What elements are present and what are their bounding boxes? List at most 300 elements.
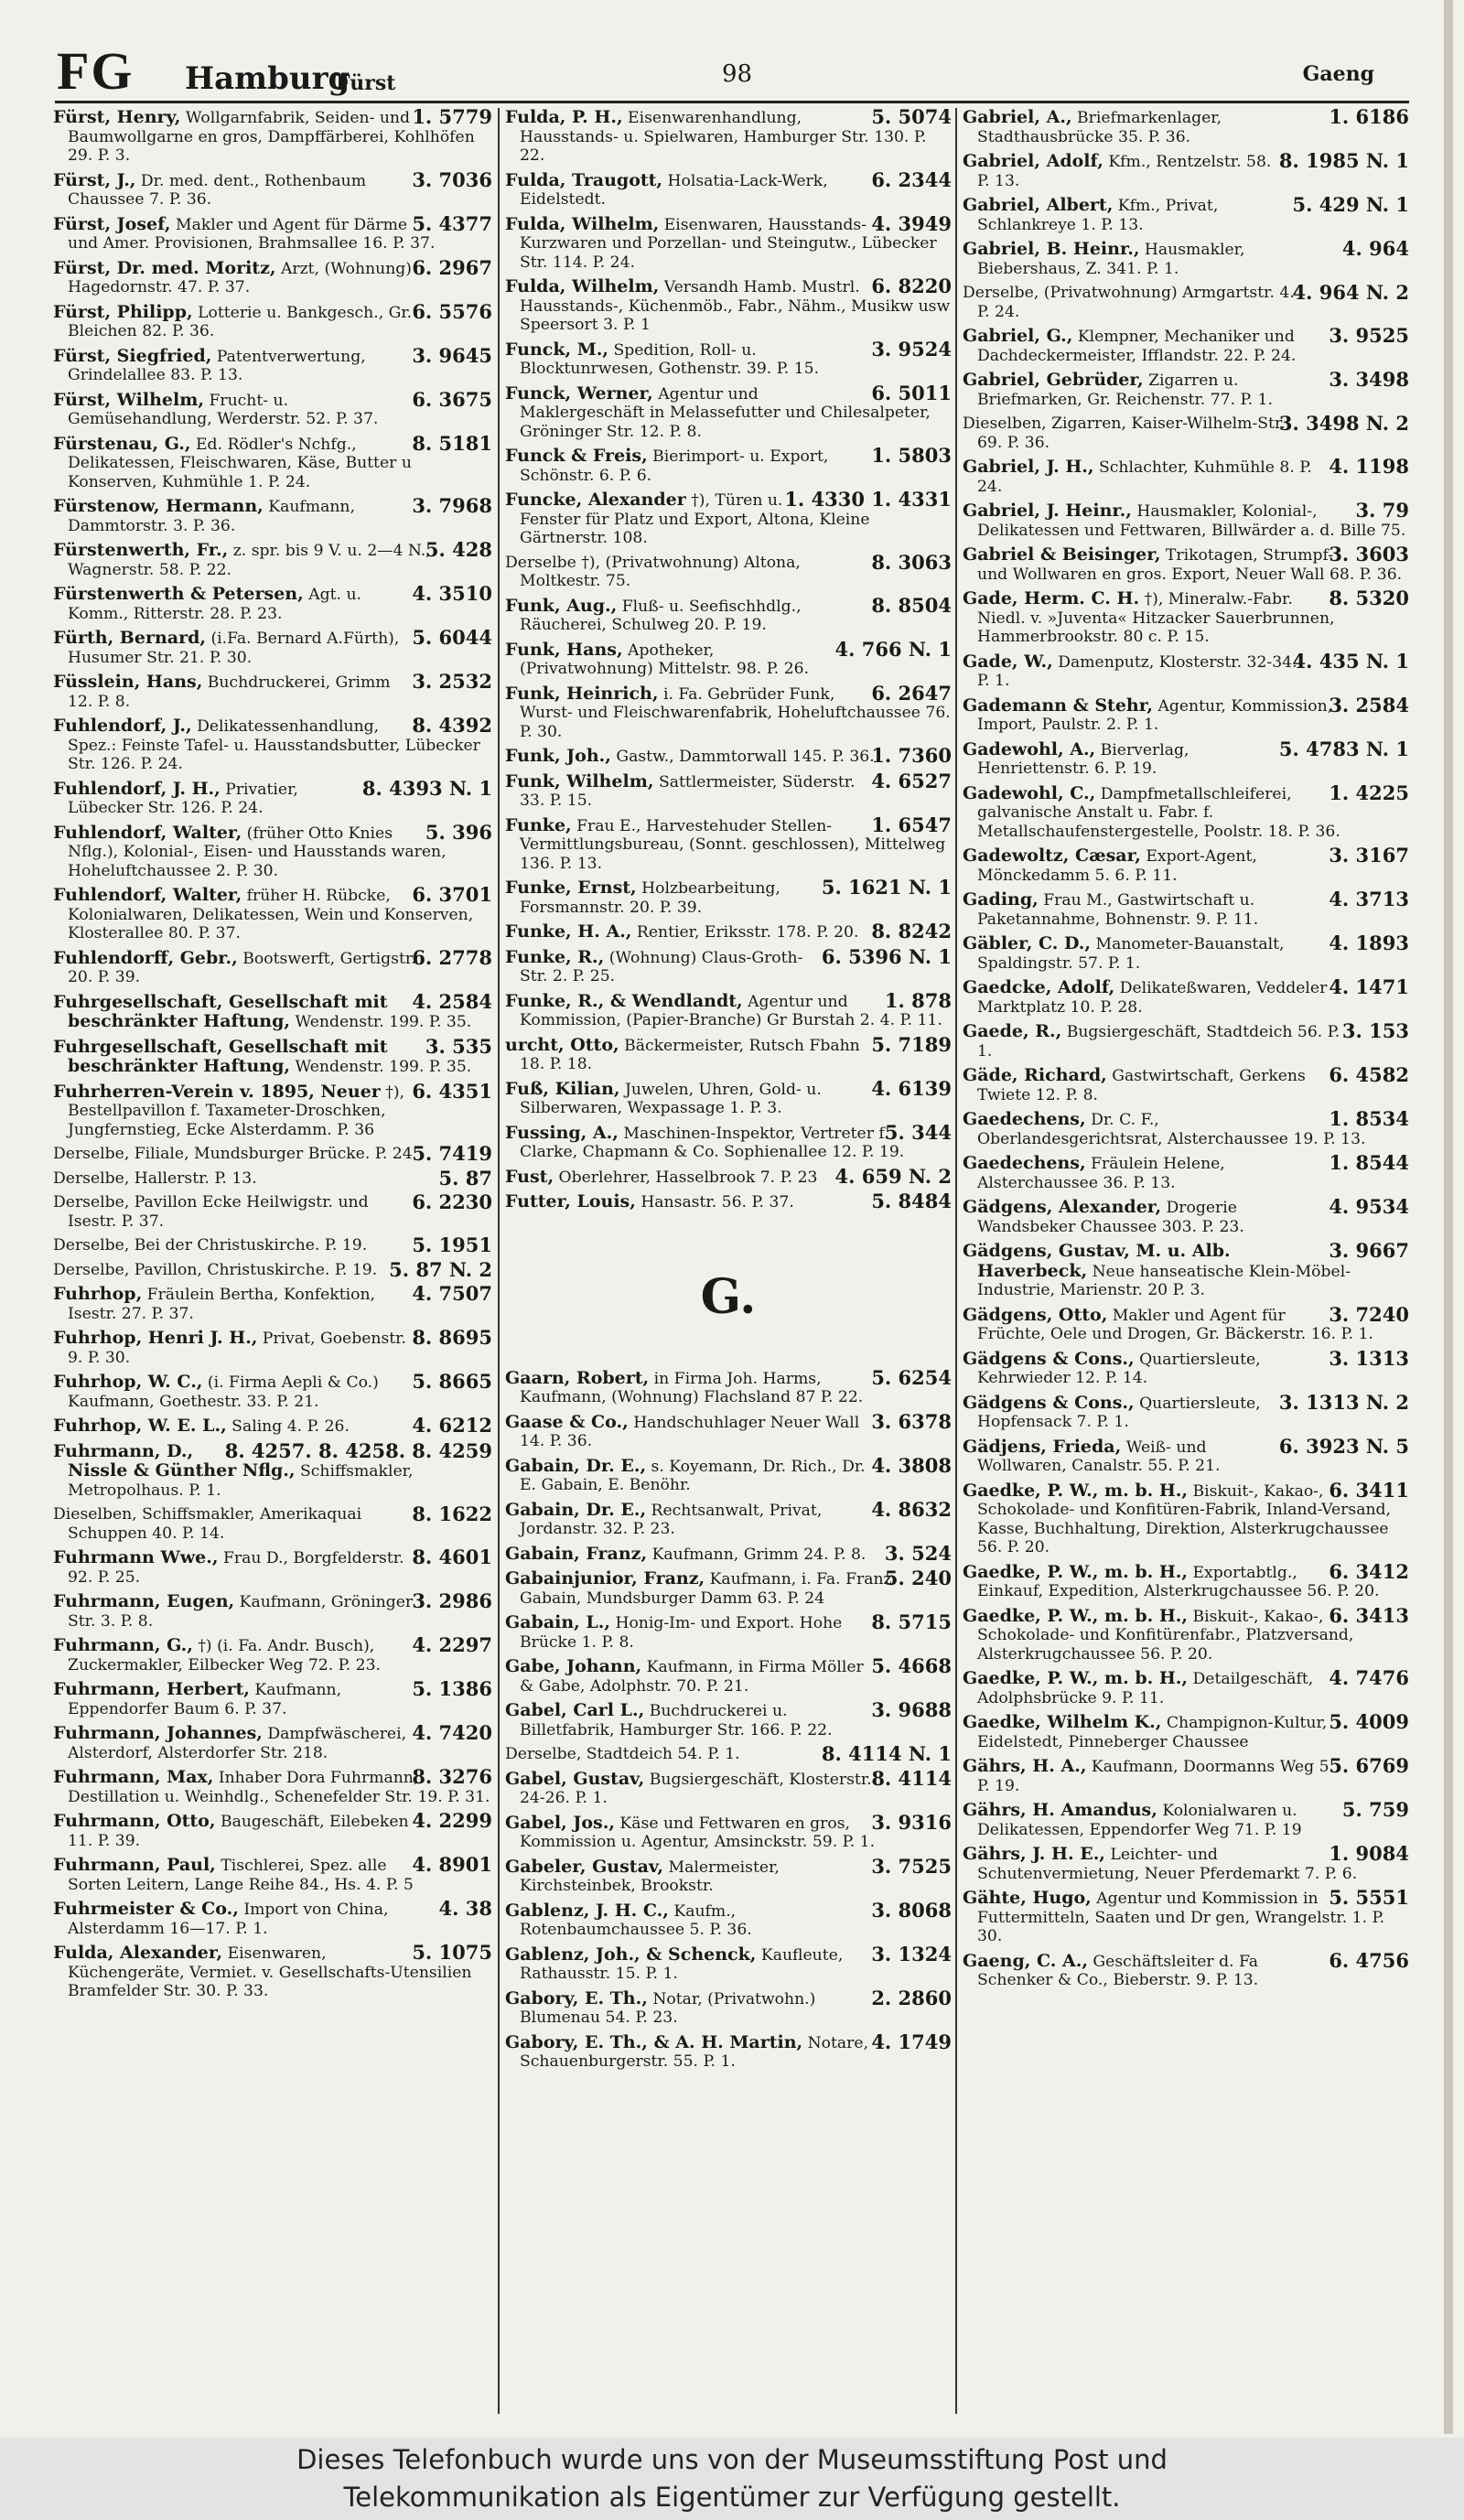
listing-entry [505,992,952,1030]
listing-entry [53,171,492,210]
listing-details: Quartiersleute, Kehrwieder 12. P. 14. [977,1350,1261,1387]
phone-number: 8. 3063 [871,553,952,574]
phone-number: 8. 1622 [412,1505,492,1525]
footer-notice [0,2438,1464,2520]
listing-name: Füsslein, Hans, [53,673,203,692]
listing-entry [963,545,1409,584]
listing-name: Gährs, J. H. E., [963,1845,1105,1864]
phone-number: 5. 429 N. 1 [1292,196,1409,216]
listing-entry [53,435,492,492]
listing-entry [505,1080,952,1118]
listing-details: Neue hanseatische Klein-Möbel-Industrie, Marienstr. 20 P. 3. [977,1262,1351,1299]
phone-number: 6. 2230 [412,1193,492,1213]
listing-entry [505,1457,952,1495]
phone-number: 4. 1749 [871,2032,952,2053]
phone-number: 4. 9534 [1329,1198,1409,1218]
phone-number: 1. 5779 [412,108,492,128]
phone-number: 1. 6186 [1329,108,1409,128]
phone-number: 8. 5181 [412,434,492,455]
listing-entry [53,541,492,579]
directory-page [46,35,1418,2414]
page-edge [1444,0,1453,2434]
phone-number: 6. 2344 [871,170,952,191]
listing-details: i. Fa. Gebrüder Funk, Wurst- und Fleischwarenfabrik, Hoheluftchaussee 76. P. 30. [520,684,951,741]
listing-entry [963,1801,1409,1839]
listing-details: Derselbe, (Privatwohnung) Armgartstr. 4. P. 24. [963,284,1295,321]
listing-name: Fürth, Bernard, [53,629,206,648]
listing-entry [963,1713,1409,1751]
phone-number: 6. 3411 [1329,1481,1409,1502]
listing-details: Bootswerft, Gertigstr. 20. P. 39. [68,949,416,986]
column-3 [963,108,1409,1996]
listing-entry [505,1989,952,2028]
listing-name: Gaedke, Wilhelm K., [963,1713,1162,1732]
listing-entry [53,1944,492,2001]
listing-name: Fürstenwerth, Fr., [53,541,229,560]
phone-number: 6. 2778 [412,948,492,969]
listing-details: Frau D., Borgfelderstr. 92. P. 25. [68,1549,404,1587]
listing-details: Patentverwertung, Grindelallee 83. P. 13. [68,347,366,384]
phone-number: 4. 964 N. 2 [1292,284,1409,304]
phone-number: 5. 6044 [412,629,492,649]
listing-details: Delikateßwaren, Veddeler Marktplatz 10. P. 28. [977,979,1328,1017]
phone-number: 1. 4330 1. 4331 [784,490,952,511]
listing-details: Drogerie Wandsbeker Chaussee 303. P. 23. [977,1199,1244,1236]
listing-name: Fuhrmann, Johannes, [53,1724,263,1743]
phone-number: 5. 7189 [871,1035,952,1056]
listing-details: Agentur und Kommission, (Papier-Branche) Gr Burstah 2. 4. P. 11. [520,992,942,1029]
listing-details: Bugsiergeschäft, Stadtdeich 56. P. 1. [977,1023,1340,1061]
listing-entry [53,1592,492,1631]
listing-entry [963,152,1409,190]
listing-details: Buchdruckerei, Grimm 12. P. 8. [68,673,391,711]
listing-name: Gabriel, Adolf, [963,152,1103,171]
listing-entry [53,1145,492,1164]
listing-entry [505,1613,952,1652]
listing-name: Fuß, Kilian, [505,1079,620,1099]
listing-entry [963,1350,1409,1388]
listing-name: Fürst, Josef, [53,214,171,234]
listing-name: Gade, Herm. C. H. [963,589,1140,608]
listing-entry [963,1394,1409,1432]
phone-number: 8. 5320 [1329,589,1409,609]
phone-number: 8. 3276 [412,1768,492,1788]
listing-details: †), Bestellpavillon f. Taxameter-Droschken, Jungfernstieg, Ecke Alsterdamm. P. 36 [68,1082,405,1139]
listing-name: Fussing, A., [505,1123,619,1143]
phone-number: 4. 8901 [412,1856,492,1876]
listing-details: Wollgarnfabrik, Seiden- und Baumwollgarne en gros, Dampffärberei, Kohlhöfen 29. P. 3. [68,109,475,165]
listing-entry [505,277,952,335]
listing-details: Biskuit-, Kakao-, Schokolade- und Konfitürenfabr., Platzversand, Alsterkrugchaussee 56. P. 20. [977,1607,1354,1664]
listing-entry [53,1856,492,1894]
listing-name: Gabainjunior, Franz, [505,1569,705,1588]
listing-name: Gadewohl, A., [963,739,1096,759]
listing-entry [963,1198,1409,1236]
column-divider [955,108,957,2414]
phone-number: 5. 5074 [871,108,952,128]
listing-name: Fuhrherren-Verein v. 1895, Neuer [53,1082,381,1102]
phone-number: 5. 1075 [412,1944,492,1964]
listing-entry [53,1329,492,1367]
phone-number: 4. 435 N. 1 [1292,652,1409,673]
phone-number: 5. 240 [884,1569,952,1589]
listing-entry [53,1038,492,1077]
phone-number: 5. 4783 N. 1 [1278,739,1409,760]
listing-entry [963,371,1409,409]
listing-name: Gabriel & Beisinger, [963,545,1161,565]
last-entry-word: Gaeng [1302,62,1374,86]
phone-number: 5. 4668 [871,1657,952,1677]
listing-details: Weiß- und Wollwaren, Canalstr. 55. P. 21. [977,1438,1221,1475]
listing-name: Gaedke, P. W., m. b. H., [963,1562,1189,1582]
listing-entry [963,108,1409,146]
phone-number: 5. 6769 [1329,1757,1409,1777]
listing-entry [963,240,1409,278]
phone-number: 4. 6212 [412,1416,492,1437]
listing-entry [505,1701,952,1739]
phone-number: 4. 3808 [871,1456,952,1477]
phone-number: 3. 3498 N. 2 [1278,415,1409,435]
listing-name: Gabriel, B. Heinr., [963,240,1140,259]
listing-entry [53,1724,492,1762]
listing-details: Honig-Im- und Export. Hohe Brücke 1. P. 8. [520,1614,843,1652]
phone-number: 4. 3949 [871,214,952,235]
phone-number: 5. 1951 [412,1236,492,1255]
listing-details: Bierverlag, Henriettenstr. 6. P. 19. [977,740,1190,778]
listing-entry [963,1154,1409,1192]
listing-name: Funk, Hans, [505,640,623,660]
listing-details: Lotterie u. Bankgesch., Gr. Bleichen 82. P. 36. [68,303,413,340]
listing-name: Gaedke, P. W., m. b. H., [963,1606,1189,1626]
listing-name: Gädgens, Alexander, [963,1198,1162,1217]
listing-entry [505,1369,952,1407]
listing-name: Funke, R., [505,947,605,967]
listing-name: Fulda, Wilhelm, [505,214,660,234]
listing-details: Apotheker, (Privatwohnung) Mittelstr. 98. P. 26. [520,641,810,678]
listing-entry [963,1845,1409,1883]
listing-details: Zigarren u. Briefmarken, Gr. Reichenstr. 77. P. 1. [977,372,1273,409]
listing-details: Delikatessenhandlung, Spez.: Feinste Tafel- u. Hausstandsbutter, Lübecker Str. 126. P. 24. [68,717,480,773]
phone-number: 3. 9525 [1329,327,1409,347]
phone-number: 3. 2584 [1329,695,1409,716]
phone-number: 5. 87 [438,1168,492,1188]
listing-entry [53,1082,492,1140]
listing-name: Fuhlendorff, Gebr., [53,948,238,968]
listing-entry [963,978,1409,1017]
listing-entry [505,1745,952,1764]
phone-number: 4. 1198 [1329,458,1409,478]
phone-number: 3. 9524 [871,339,952,361]
listing-name: Fulda, Alexander, [53,1944,223,1963]
phone-number: 4. 1893 [1329,934,1409,954]
phone-number: 4. 38 [438,1900,492,1920]
listing-details: (i. Firma Aepli & Co.) Kaufmann, Goethestr. 33. P. 21. [68,1373,379,1411]
listing-details: Kaufm., Rotenbaumchaussee 5. P. 36. [520,1901,752,1939]
listing-details: Sattlermeister, Süderstr. 33. P. 15. [520,772,856,810]
listing-details: Kfm., Rentzelstr. 58. P. 13. [977,153,1272,190]
listing-name: Gabriel, J. H., [963,458,1094,477]
phone-number: 3. 1324 [871,1944,952,1965]
listing-details: Dr. C. F., Oberlandesgerichtsrat, Alsterchaussee 19. P. 13. [977,1111,1366,1148]
listing-details: Gastw., Dammtorwall 145. P. 36. [616,748,875,766]
listing-entry [505,1945,952,1984]
phone-number: 3. 524 [884,1544,952,1564]
listing-entry [963,696,1409,735]
phone-number: 4. 2297 [412,1636,492,1656]
listing-name: Gäbler, C. D., [963,934,1092,953]
listing-name: Gädjens, Frieda, [963,1437,1122,1457]
listing-name: Gädgens, Otto, [963,1305,1108,1325]
listing-name: Fuhrmann Wwe., [53,1548,219,1567]
listing-details: Import von China, Alsterdamm 16—17. P. 1. [68,1901,389,1938]
phone-number: 5. 8484 [871,1192,952,1212]
listing-entry [53,259,492,297]
listing-name: Funke, H. A., [505,922,632,942]
listing-entry [505,1901,952,1940]
phone-number: 8. 4601 [412,1548,492,1568]
phone-number: 5. 87 N. 2 [389,1260,492,1279]
listing-entry [963,652,1409,691]
listing-name: Fürstenwerth & Petersen, [53,585,304,604]
listing-name: Gaedechens, [963,1154,1086,1173]
listing-name: Funck, Werner, [505,383,653,404]
listing-entry [53,1416,492,1437]
listing-entry [53,716,492,774]
listing-name: Gabriel, Gebrüder, [963,371,1144,390]
listing-entry [505,878,952,917]
phone-number: 4. 2299 [412,1812,492,1832]
phone-number: 3. 1313 [1329,1349,1409,1370]
phone-number: 4. 3713 [1329,890,1409,910]
listing-name: Gaeng, C. A., [963,1951,1088,1971]
listing-entry [53,1261,492,1280]
phone-number: 5. 7419 [412,1145,492,1164]
phone-number: 3. 6378 [871,1412,952,1433]
section-letter: G. [700,1268,757,1325]
listing-details: Rechtsanwalt, Privat, Jordanstr. 32. P. 23. [520,1501,823,1538]
page-number: 98 [722,60,753,88]
listing-details: Saling 4. P. 26. [231,1417,350,1436]
listing-name: Fuhlendorf, J., [53,716,192,736]
listing-details: Derselbe, Bei der Christuskirche. P. 19. [53,1236,368,1255]
listing-name: Fulda, Wilhelm, [505,277,660,296]
listing-name: Funcke, Alexander [505,490,686,510]
listing-details: Ed. Rödler's Nchfg., Delikatessen, Fleischwaren, Käse, Butter u Konserven, Kuhmühle 1. P. 24. [68,435,412,491]
listing-name: Funk, Heinrich, [505,684,659,704]
listing-details: Derselbe, Stadtdeich 54. P. 1. [505,1745,740,1763]
listing-name: Fuhrgesellschaft, Gesellschaft mit beschränkter Haftung, [53,1037,388,1076]
listing-name: Fulda, P. H., [505,108,623,127]
listing-entry [53,1768,492,1806]
page-header [57,40,1411,104]
phone-number: 3. 9667 [1329,1242,1409,1262]
listing-name: Gabe, Johann, [505,1657,642,1676]
listing-entry [53,1373,492,1411]
listing-entry [963,890,1409,929]
listing-name: Fürst, Henry, [53,108,181,127]
listing-name: Fuhrmeister & Co., [53,1900,239,1919]
phone-number: 3. 3603 [1329,545,1409,565]
listing-details: Damenputz, Klosterstr. 32-34. P. 1. [977,652,1297,690]
phone-number: 3. 79 [1355,501,1409,522]
listing-details: Hausmakler, Kolonial-, Delikatessen und Fettwaren, Billwärder a. d. Bille 75. [977,502,1406,540]
phone-number: 4. 8632 [871,1500,952,1521]
listing-name: Gablenz, Joh., & Schenck, [505,1944,757,1965]
listing-details: Baugeschäft, Eilebeken 11. P. 39. [68,1813,409,1850]
phone-number: 5. 5551 [1329,1889,1409,1909]
phone-number: 1. 9084 [1329,1845,1409,1865]
listing-name: Fuhrmann, Eugen, [53,1592,235,1611]
phone-number: 3. 9688 [871,1701,952,1721]
listing-details: Arzt, (Wohnung) Hagedornstr. 47. P. 37. [68,259,413,296]
listing-details: Geschäftsleiter d. Fa Schenker & Co., Bieberstr. 9. P. 13. [977,1952,1259,1989]
listing-name: Fürst, Philipp, [53,302,193,322]
phone-number: 1. 4225 [1329,783,1409,804]
listing-entry [505,1501,952,1539]
listing-details: Tischlerei, Spez. alle Sorten Leitern, Lange Reihe 84., Hs. 4. P. 5 [68,1857,414,1894]
listing-entry [505,447,952,485]
listing-name: Fuhrhop, W. E. L., [53,1416,227,1436]
phone-number: 6. 3675 [412,390,492,411]
listing-entry [505,384,952,442]
listing-name: Fürst, Siegfried, [53,346,212,366]
listing-details: Kfm., Privat, Schlankreye 1. P. 13. [977,197,1219,234]
listing-name: Gabel, Gustav, [505,1769,645,1789]
listing-entry [963,934,1409,973]
listing-entry [53,1505,492,1543]
phone-number: 6. 3923 N. 5 [1278,1437,1409,1458]
listing-name: Funke, R., & Wendlandt, [505,991,743,1011]
listing-entry [505,2033,952,2072]
listing-name: Gabriel, Albert, [963,196,1114,215]
listing-entry [505,1124,952,1162]
listing-details: Klempner, Mechaniker und Dachdeckermeister, Ifflandstr. 22. P. 24. [977,328,1297,365]
phone-number: 5. 6254 [871,1368,952,1389]
phone-number: 3. 153 [1341,1022,1409,1042]
phone-number: 3. 7968 [412,497,492,517]
listing-details: Frucht- u. Gemüsehandlung, Werderstr. 52. P. 37. [68,391,379,428]
listing-details: Rentier, Eriksstr. 178. P. 20. [636,923,859,942]
listing-name: Fuhrmann, Max, [53,1768,214,1787]
footer-line-2: Telekommunikation als Eigentümer zur Verfügung gestellt. [343,2482,1121,2513]
listing-name: Fuhlendorf, Walter, [53,823,242,843]
column-1 [53,108,492,2007]
listing-name: Fürstenau, G., [53,434,191,454]
listing-details: †), Mineralw.-Fabr. Niedl. v. »Juventa« Hitzacker Sauerbrunnen, Hammerbrookstr. 80 c. P. 15. [977,590,1335,646]
listing-entry [505,772,952,811]
first-entry-word: Fürst [336,71,396,95]
phone-number: 5. 1386 [412,1680,492,1700]
listing-name: Gademann & Stehr, [963,695,1153,716]
listing-name: Gabory, E. Th., & A. H. Martin, [505,2032,803,2052]
listing-entry [53,303,492,341]
phone-number: 1. 878 [884,991,952,1012]
listing-details: Maschinen-Inspektor, Vertreter f. Clarke, Chapmann & Co. Sophienallee 12. P. 19. [520,1124,905,1161]
listing-name: Gaede, R., [963,1022,1062,1041]
listing-details: (i.Fa. Bernard A.Fürth), Husumer Str. 21. P. 30. [68,630,400,667]
section-code: FG [57,41,135,101]
listing-details: Makler und Agent für Früchte, Oele und Drogen, Gr. Bäckerstr. 16. P. 1. [977,1306,1373,1343]
listing-entry [505,597,952,635]
listing-name: Fust, [505,1167,554,1187]
listing-name: Fulda, Traugott, [505,170,663,190]
listing-entry [963,1242,1409,1300]
phone-number: 6. 4756 [1329,1951,1409,1972]
listing-entry [963,458,1409,496]
listing-details: Kaufmann, Doormanns Weg 5. P. 19. [977,1758,1335,1795]
city-name: Hamburg [185,60,350,97]
listing-details: Derselbe, Hallerstr. P. 13. [53,1168,257,1188]
listing-details: Kaufmann, Gröninger Str. 3. P. 8. [68,1593,414,1631]
listing-details: Schiffsmakler, Metropolhaus. P. 1. [68,1462,414,1500]
listing-entry [963,1889,1409,1946]
phone-number: 8. 8695 [412,1329,492,1349]
phone-number: 6. 4582 [1329,1066,1409,1086]
listing-details: (Wohnung) Claus-Groth-Str. 2. P. 25. [520,948,803,985]
phone-number: 4. 7507 [412,1285,492,1305]
phone-number: 4. 3510 [412,585,492,605]
phone-number: 3. 9645 [412,346,492,367]
listing-details: Versandh Hamb. Mustrl. Hausstands-, Küchenmöb., Fabr., Nähm., Musikw usw Speersort 3. P. 1 [520,278,951,334]
listing-name: Fuhlendorf, Walter, [53,886,242,905]
listing-name: Fürst, Wilhelm, [53,390,204,410]
listing-details: Derselbe, Filiale, Mundsburger Brücke. P. 24 [53,1145,413,1163]
listing-name: Gädgens & Cons., [963,1393,1135,1413]
listing-entry [53,886,492,943]
listing-details: Privatier, Lübecker Str. 126. P. 24. [68,780,298,817]
listing-entry [505,922,952,942]
listing-details: Kolonialwaren u. Delikatessen, Eppendorfer Weg 71. P. 19 [977,1802,1302,1839]
phone-number: 8. 4392 [412,716,492,737]
listing-name: Fürst, J., [53,170,136,190]
listing-name: Futter, Louis, [505,1192,636,1212]
phone-number: 6. 3412 [1329,1562,1409,1583]
phone-number: 3. 8068 [871,1901,952,1922]
listing-details: Oberlehrer, Hasselbrook 7. P. 23 [558,1168,818,1187]
listing-entry [505,490,952,548]
listing-name: Funke, Ernst, [505,878,637,898]
listing-details: Kaufmann, in Firma Möller & Gabe, Adolphstr. 70. P. 21. [520,1658,864,1696]
phone-number: 4. 2584 [412,992,492,1013]
phone-number: 5. 1621 N. 1 [821,878,952,899]
listing-entry [53,1548,492,1587]
listing-entry [53,1636,492,1675]
listing-name: Funk, Aug., [505,596,618,616]
listing-details: Quartiersleute, Hopfensack 7. P. 1. [977,1394,1261,1431]
listing-details: Briefmarkenlager, Stadthausbrücke 35. P. 36. [977,109,1222,146]
listing-details: Holzbearbeitung, Forsmannstr. 20. P. 39. [520,879,780,917]
listing-name: Gabory, E. Th., [505,1988,648,2008]
listing-entry [505,1814,952,1852]
phone-number: 6. 3413 [1329,1606,1409,1627]
listing-details: Kaufmann, i. Fa. Franz Gabain, Mundsburger Damm 63. P. 24 [520,1570,892,1608]
listing-details: z. spr. bis 9 V. u. 2—4 N., Wagnerstr. 58. P. 22. [68,542,431,579]
phone-number: 5. 344 [884,1123,952,1144]
column-divider [498,108,500,2414]
listing-entry [963,784,1409,842]
listing-entry [963,1481,1409,1557]
listing-name: Gade, W., [963,652,1053,672]
listing-entry [53,108,492,166]
listing-details: Dampfwäscherei, Alsterdorf, Alsterdorfer Str. 218. [68,1725,407,1762]
listing-entry [505,1545,952,1565]
listing-details: in Firma Joh. Harms, Kaufmann, (Wohnung) Flachsland 87 P. 22. [520,1369,864,1406]
listing-name: Gaedke, P. W., m. b. H., [963,1481,1189,1501]
listing-details: Bierimport- u. Export, Schönstr. 6. P. 6. [520,447,829,485]
listing-name: Gabriel, J. Heinr., [963,501,1132,521]
phone-number: 1. 8534 [1329,1110,1409,1130]
listing-entry [963,1563,1409,1601]
